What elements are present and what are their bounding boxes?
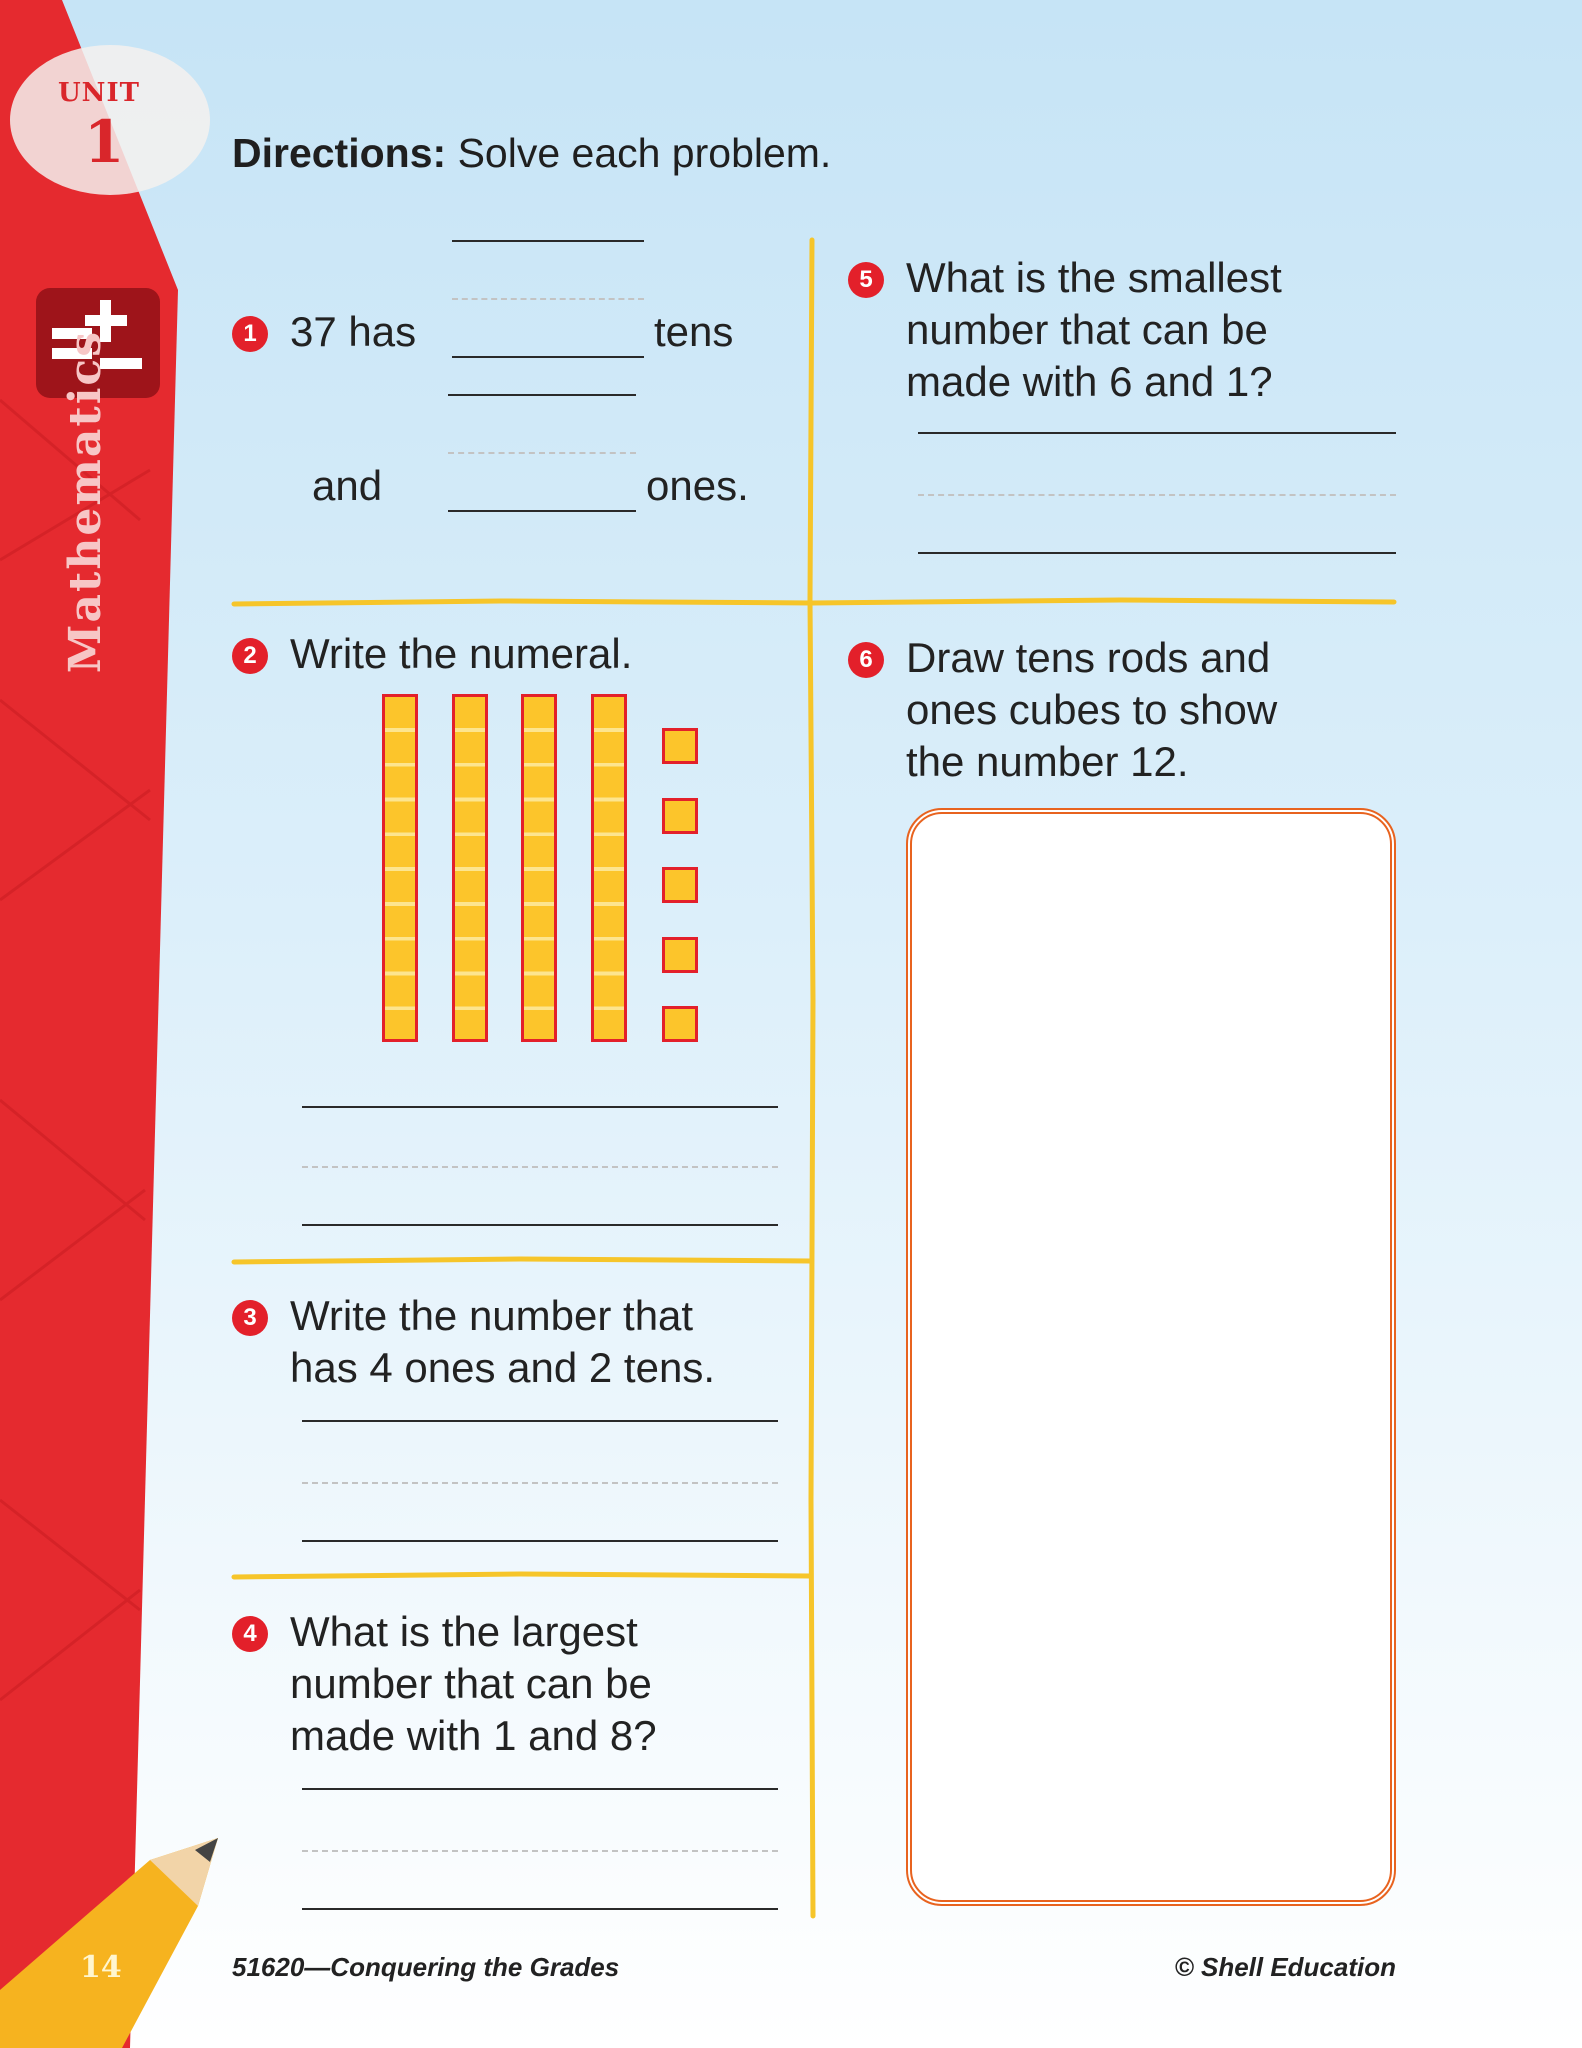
ones-cube <box>662 798 698 834</box>
ones-answer-midline <box>448 452 636 454</box>
problem-1-text-d: ones. <box>646 462 749 509</box>
problem-1-text-b: tens <box>654 308 734 355</box>
problem-1-badge: 1 <box>232 316 268 352</box>
problem-4-line-2: number that can be <box>290 1660 652 1707</box>
ones-cube <box>662 728 698 764</box>
problem-5-midline <box>918 494 1396 496</box>
problem-5-badge: 5 <box>848 262 884 298</box>
subject-label: Mathematics <box>60 330 111 674</box>
problem-2-answer-line[interactable] <box>302 1224 778 1226</box>
problem-6-line-3: the number 12. <box>906 738 1189 785</box>
problem-5-line-3: made with 6 and 1? <box>906 358 1273 405</box>
problem-2-top-line <box>302 1106 778 1108</box>
problem-3-top-line <box>302 1420 778 1422</box>
directions-label: Directions: <box>232 130 447 176</box>
problem-4-answer-line[interactable] <box>302 1908 778 1910</box>
problem-4-line-3: made with 1 and 8? <box>290 1712 657 1759</box>
problem-3-answer-line[interactable] <box>302 1540 778 1542</box>
problem-4-midline <box>302 1850 778 1852</box>
problem-1-text-c: and <box>312 462 383 509</box>
ones-cube <box>662 1006 698 1042</box>
tens-answer-line[interactable] <box>452 356 644 358</box>
problem-3-line-2: has 4 ones and 2 tens. <box>290 1344 715 1391</box>
ones-answer-line[interactable] <box>448 510 636 512</box>
drawing-answer-box[interactable] <box>906 808 1396 1906</box>
tens-rod <box>452 694 488 1042</box>
problem-5-top-line <box>918 432 1396 434</box>
ones-cube <box>662 937 698 973</box>
problem-4-badge: 4 <box>232 1616 268 1652</box>
problem-5-answer-line[interactable] <box>918 552 1396 554</box>
tens-rod <box>591 694 627 1042</box>
problem-6-line-2: ones cubes to show <box>906 686 1278 733</box>
footer-title: 51620—Conquering the Grades <box>232 1952 620 1982</box>
tens-rod <box>382 694 418 1042</box>
unit-label: UNIT <box>58 78 140 108</box>
ones-cube <box>662 867 698 903</box>
problem-5-line-2: number that can be <box>906 306 1268 353</box>
tens-answer-midline <box>452 298 644 300</box>
problem-4-top-line <box>302 1788 778 1790</box>
footer-copyright: © Shell Education <box>1174 1952 1396 1982</box>
tens-rod <box>521 694 557 1042</box>
tens-answer-top-line <box>452 240 644 242</box>
problem-3-midline <box>302 1482 778 1484</box>
problem-1-text-a: 37 has <box>290 308 417 355</box>
directions-text: Solve each problem. <box>457 130 832 176</box>
problem-2-badge: 2 <box>232 638 268 674</box>
problem-6-badge: 6 <box>848 642 884 678</box>
problem-2-midline <box>302 1166 778 1168</box>
unit-number: 1 <box>84 108 125 176</box>
problem-3-line-1: Write the number that <box>290 1292 694 1339</box>
problem-2-text: Write the numeral. <box>290 630 633 677</box>
problem-4-line-1: What is the largest <box>290 1608 638 1655</box>
page-number: 14 <box>80 1950 122 1985</box>
ones-answer-top-line <box>448 394 636 396</box>
problem-3-badge: 3 <box>232 1300 268 1336</box>
problem-6-line-1: Draw tens rods and <box>906 634 1271 681</box>
problem-5-line-1: What is the smallest <box>906 254 1282 301</box>
